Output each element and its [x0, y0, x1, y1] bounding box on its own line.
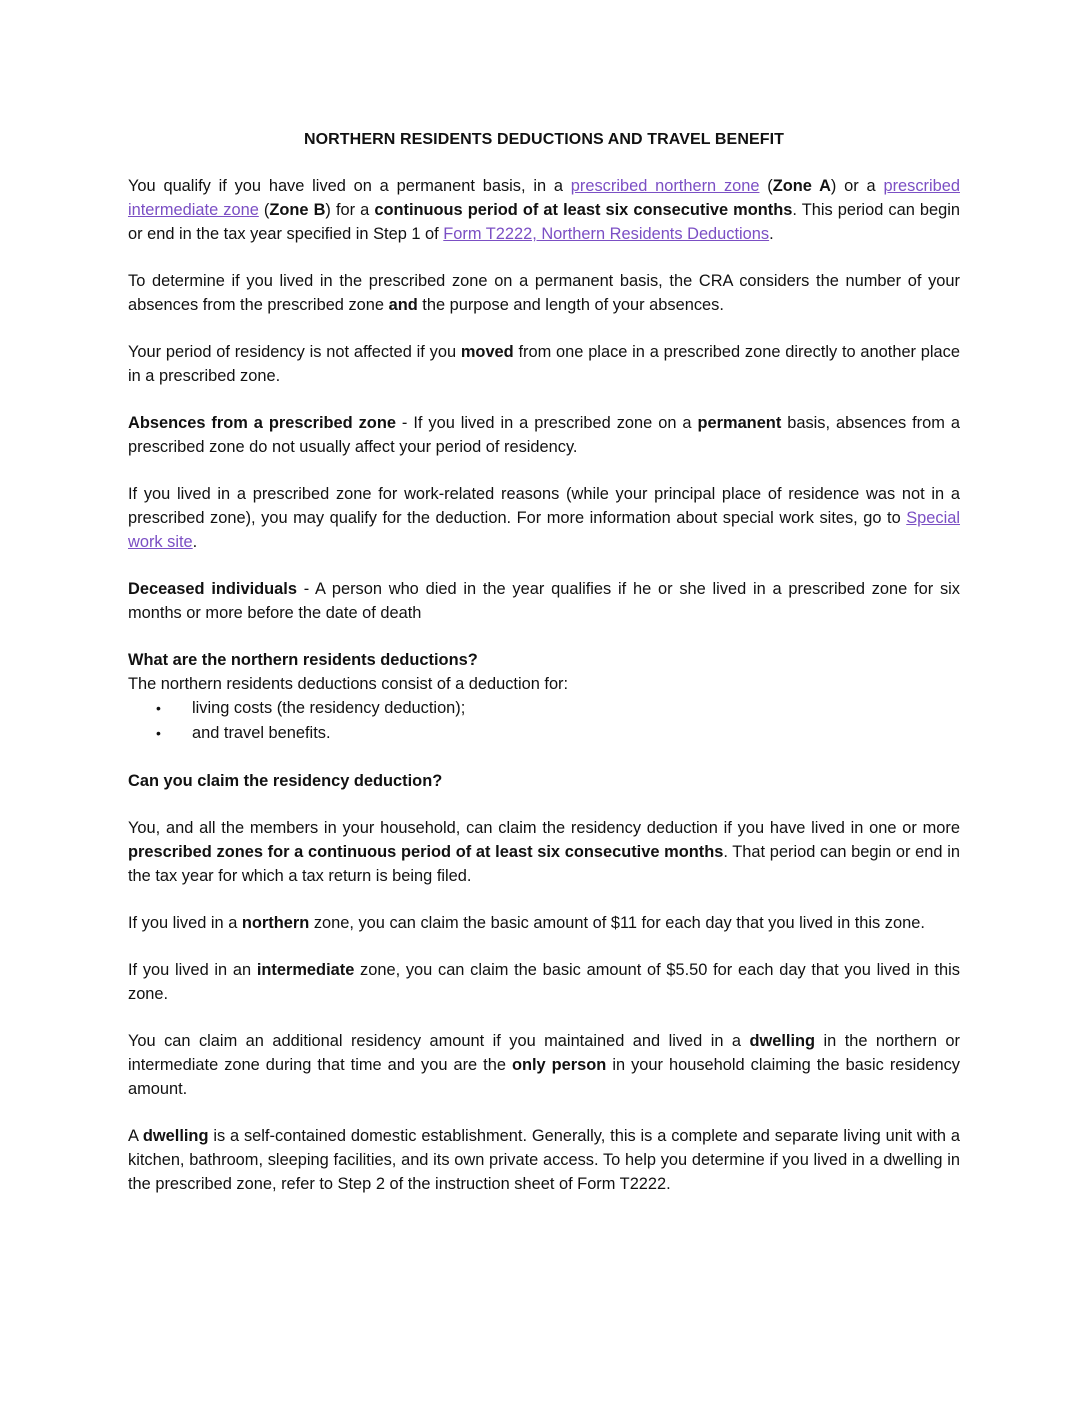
section-heading — [128, 648, 960, 672]
additional-residency-paragraph — [128, 1029, 960, 1101]
deceased-individuals-paragraph — [128, 577, 960, 625]
residency-moved-paragraph — [128, 340, 960, 388]
text: If you lived in a prescribed zone for work-related reasons (while your principal place of residence was not in a prescribed zone), you may qualify for the deduction. For more information about special work sites, go to — [128, 485, 960, 527]
list-item — [128, 696, 960, 721]
text: . — [192, 533, 198, 551]
bold-text: Absences from a prescribed zone — [128, 414, 396, 432]
bold-text: and — [388, 296, 418, 314]
document-page — [128, 128, 960, 1219]
text: zone, you can claim the basic amount of $5.50 for each day that you lived in this zone. — [128, 961, 960, 1003]
deductions-list — [128, 696, 960, 746]
work-related-paragraph — [128, 482, 960, 554]
absences-paragraph — [128, 411, 960, 459]
bold-text: dwelling — [142, 1127, 209, 1145]
permanent-basis-paragraph — [128, 269, 960, 317]
text: . This period can begin or end in the tax year specified in Step 1 of — [128, 201, 960, 243]
text: ( — [759, 177, 773, 195]
list-item — [128, 721, 960, 746]
text: You, and all the members in your household, can claim the residency deduction if you have lived in one or more — [128, 819, 960, 837]
bold-text: intermediate — [256, 961, 355, 979]
text: A — [128, 1127, 143, 1145]
bold-text: only person — [511, 1056, 607, 1074]
bold-text: prescribed zones for a continuous period of at least six consecutive months — [128, 843, 724, 861]
text: To determine if you lived in the prescribed zone on a permanent basis, the CRA considers the number of your absences from the prescribed zone — [128, 272, 960, 314]
bullet-icon: • — [156, 700, 161, 716]
text: Your period of residency is not affected if you — [128, 343, 461, 361]
bullet-icon: • — [156, 725, 161, 741]
text: ( — [258, 201, 270, 219]
text: ) or a — [830, 177, 884, 195]
text: . That period can begin or end in the tax year for which a tax return is being filed. — [128, 843, 960, 885]
text: If you lived in an — [128, 961, 257, 979]
section-intro: The northern residents deductions consist of a deduction for: — [128, 675, 569, 693]
text: is a self-contained domestic establishment. Generally, this is a complete and separate living unit with a kitchen, bathroom, sleeping facilities, and its own private access. To help you determine if you lived in a dwelling in the prescribed zone, refer to Step 2 of the instruction sheet of Form T2222. — [128, 1127, 960, 1193]
text: from one place in a prescribed zone directly to another place in a prescribed zone. — [128, 343, 960, 385]
bold-text: moved — [460, 343, 514, 361]
bold-text: northern — [241, 914, 310, 932]
list-item-text: living costs (the residency deduction); — [192, 699, 466, 717]
bold-text: Can you claim the residency deduction? — [128, 772, 443, 790]
section-heading — [128, 769, 960, 793]
dwelling-paragraph — [128, 1124, 960, 1196]
text: You can claim an additional residency amount if you maintained and lived in a — [128, 1032, 750, 1050]
bold-text: continuous period of at least six consecutive months — [374, 201, 793, 219]
bold-text: What are the northern residents deductions? — [128, 651, 478, 669]
text: in your household claiming the basic residency amount. — [128, 1056, 960, 1098]
bold-text: Zone B — [269, 201, 326, 219]
northern-zone-paragraph — [128, 911, 960, 935]
text: - If you lived in a prescribed zone on a — [395, 414, 698, 432]
household-paragraph — [128, 816, 960, 888]
text: ) for a — [325, 201, 375, 219]
text: If you lived in a — [128, 914, 242, 932]
text: zone, you can claim the basic amount of $11 for each day that you lived in this zone. — [309, 914, 925, 932]
prescribed-northern-zone-link[interactable]: prescribed northern zone — [570, 177, 760, 195]
text: in the northern or intermediate zone during that time and you are the — [128, 1032, 960, 1074]
text: - A person who died in the year qualifies if he or she lived in a prescribed zone for six months or more before the date of death — [128, 580, 960, 622]
special-work-site-link[interactable]: Special work site — [128, 509, 960, 551]
prescribed-intermediate-zone-link[interactable]: prescribed intermediate zone — [128, 177, 960, 219]
text: the purpose and length of your absences. — [417, 296, 724, 314]
bold-text: Zone A — [772, 177, 831, 195]
bold-text: Deceased individuals — [128, 580, 297, 598]
form-t2222-link[interactable]: Form T2222, Northern Residents Deductions — [443, 225, 770, 243]
text: . — [769, 225, 774, 243]
text: You qualify if you have lived on a permanent basis, in a — [128, 177, 571, 195]
bold-text: dwelling — [749, 1032, 816, 1050]
text: basis, absences from a prescribed zone do not usually affect your period of residency. — [128, 414, 960, 456]
bold-text: permanent — [697, 414, 782, 432]
qualification-paragraph — [128, 174, 960, 246]
intermediate-zone-paragraph — [128, 958, 960, 1006]
list-item-text: and travel benefits. — [192, 724, 331, 742]
page-title: NORTHERN RESIDENTS DEDUCTIONS AND TRAVEL BENEFIT — [303, 131, 785, 148]
